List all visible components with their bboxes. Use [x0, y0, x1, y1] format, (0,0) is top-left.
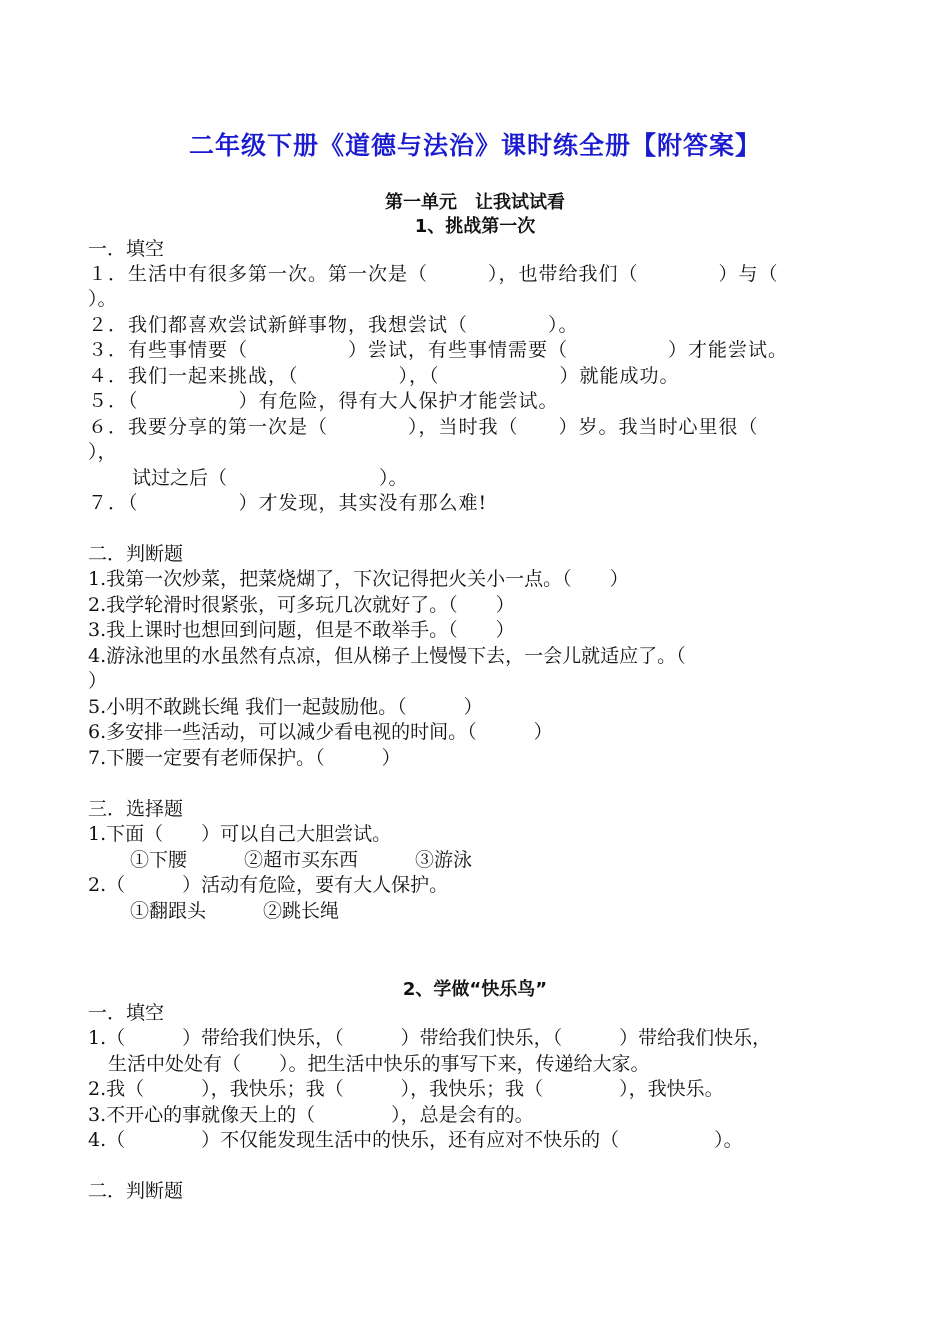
- fill-question-7: ７．（ ）才发现，其实没有那么难!: [88, 492, 488, 514]
- judge-question-3: 3.我上课时也想回到问题，但是不敢举手。（ ）: [88, 619, 515, 641]
- judge-question-4-cont: ）: [88, 670, 108, 692]
- fill-question-4: ４．我们一起来挑战，（ ），（ ）就能成功。: [88, 365, 680, 387]
- judge-question-2: 2.我学轮滑时很紧张，可多玩几次就好了。（ ）: [88, 594, 515, 616]
- lesson-2-title: 2、学做“快乐鸟”: [402, 979, 548, 1000]
- lesson-2-fill-question-2: 2.我（ ），我快乐；我（ ），我快乐；我（ ），我快乐。: [88, 1078, 724, 1100]
- choice-question-1-options: ①下腰 ②超市买东西 ③游泳: [130, 849, 473, 871]
- judge-question-1: 1.我第一次炒菜，把菜烧煳了，下次记得把火关小一点。（ ）: [88, 568, 629, 590]
- lesson-2-fill-question-3: 3.不开心的事就像天上的（ ），总是会有的。: [88, 1104, 534, 1126]
- choice-question-2: 2.（ ）活动有危险，要有大人保护。: [88, 874, 449, 896]
- lesson-1-title: 1、挑战第一次: [414, 216, 536, 237]
- fill-question-6-cont2: 试过之后（ ）。: [132, 467, 408, 489]
- unit-heading: 第一单元 让我试试看: [385, 192, 565, 213]
- choice-question-1: 1.下面（ ）可以自己大胆尝试。: [88, 823, 392, 845]
- lesson-2-section-heading-judge: 二．判断题: [88, 1180, 184, 1202]
- section-heading-choice: 三．选择题: [88, 798, 184, 820]
- fill-question-5: ５．（ ）有危险，得有大人保护才能尝试。: [88, 390, 559, 412]
- choice-question-2-options: ①翻跟头 ②跳长绳: [130, 900, 340, 922]
- judge-question-4: 4.游泳池里的水虽然有点凉，但从梯子上慢慢下去，一会儿就适应了。（: [88, 645, 686, 667]
- judge-question-6: 6.多安排一些活动，可以减少看电视的时间。（ ）: [88, 721, 553, 743]
- lesson-2-section-heading-fill: 一．填空: [88, 1002, 165, 1024]
- section-heading-fill: 一．填空: [88, 238, 165, 260]
- lesson-2-fill-question-1-cont: 生活中处处有（ ）。把生活中快乐的事写下来，传递给大家。: [108, 1053, 650, 1075]
- fill-question-3: ３．有些事情要（ ）尝试，有些事情需要（ ）才能尝试。: [88, 339, 789, 361]
- document-title: 二年级下册《道德与法治》课时练全册【附答案】: [188, 131, 761, 160]
- fill-question-6-cont: ），: [88, 441, 117, 463]
- section-heading-judge: 二．判断题: [88, 543, 184, 565]
- judge-question-7: 7.下腰一定要有老师保护。（ ）: [88, 747, 401, 769]
- fill-question-6: ６．我要分享的第一次是（ ），当时我（ ）岁。我当时心里很（: [88, 416, 759, 438]
- lesson-2-fill-question-4: 4.（ ）不仅能发现生活中的快乐，还有应对不快乐的（ ）。: [88, 1129, 743, 1151]
- judge-question-5: 5.小明不敢跳长绳 我们一起鼓励他。（ ）: [88, 696, 483, 718]
- lesson-2-fill-question-1: 1.（ ）带给我们快乐，（ ）带给我们快乐，（ ）带给我们快乐，: [88, 1027, 772, 1049]
- fill-question-2: ２．我们都喜欢尝试新鲜事物，我想尝试（ ）。: [88, 314, 579, 336]
- fill-question-1-cont: ）。: [88, 288, 117, 310]
- fill-question-1: １．生活中有很多第一次。第一次是（ ），也带给我们（ ）与（: [88, 263, 779, 285]
